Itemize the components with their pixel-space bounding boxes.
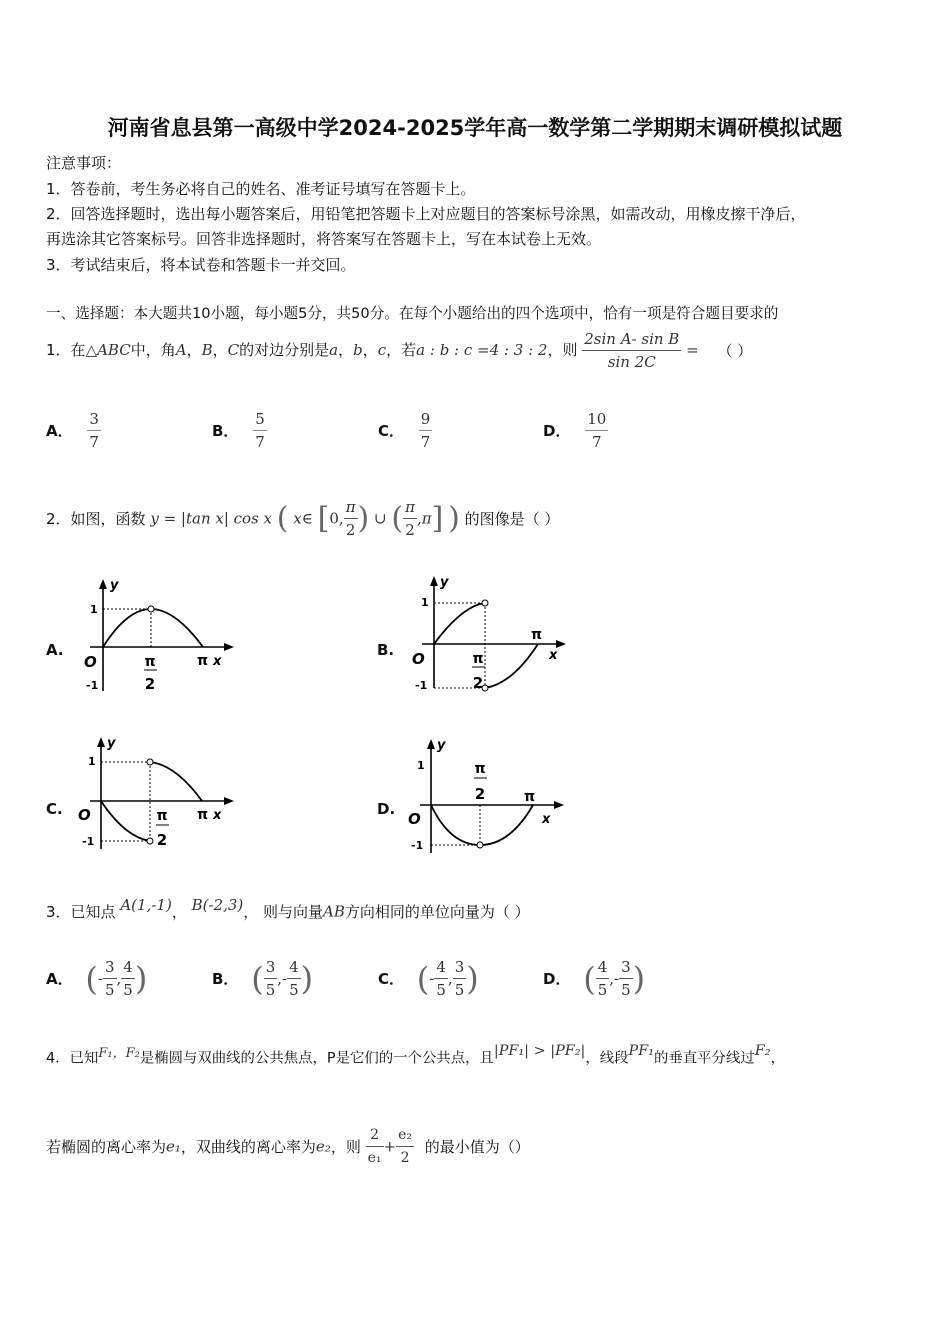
- origin-label: O: [84, 653, 97, 671]
- q1-option-d[interactable]: D． $\frac{10}{7}$: [543, 410, 607, 451]
- pi-label: π: [524, 789, 536, 805]
- graph-a: [70, 575, 250, 700]
- tick-1: 1: [88, 755, 96, 768]
- q2-option-d-label[interactable]: D.: [377, 800, 396, 818]
- q3-option-a[interactable]: A． (- $\frac{3}{5}$ , $\frac{4}{5}$ ): [46, 958, 148, 999]
- question-1: 1．在△ABC中，角A，B，C的对边分别是a，b，c，若a : b : c =4 : 3 : 2，则 $\frac{\text{2sin A- sin B}}{\sin 2C}$ = （ ）: [46, 329, 753, 371]
- y-label: y: [440, 575, 449, 590]
- curve: [101, 801, 150, 841]
- open-point: [148, 606, 154, 612]
- origin-label: O: [412, 650, 425, 668]
- y-label: y: [107, 736, 116, 751]
- x-axis-arrow: [554, 801, 564, 809]
- tick-neg1: -1: [86, 679, 99, 692]
- origin-label: O: [408, 810, 421, 828]
- notice-item: 3．考试结束后，将本试卷和答题卡一并交回。: [46, 256, 356, 274]
- open-point: [477, 842, 483, 848]
- question-3: 3．已知点 A(1,-1)， B(-2,3)， 则与向量AB方向相同的单位向量为（ ）: [46, 896, 530, 921]
- curve: [434, 603, 485, 644]
- pi-half-num: π: [144, 654, 156, 670]
- x-axis-arrow: [556, 640, 566, 648]
- open-point: [482, 600, 488, 606]
- pi-label: π: [197, 807, 209, 823]
- pi-half-den: 2: [144, 675, 156, 693]
- y-axis-arrow: [427, 739, 435, 749]
- pi-label: π: [531, 627, 543, 643]
- question-number: 1．: [46, 341, 71, 359]
- x-label: x: [542, 812, 551, 827]
- q2-option-b-label[interactable]: B.: [377, 641, 395, 659]
- x-label: x: [213, 808, 222, 823]
- notice-item: 再选涂其它答案标号。回答非选择题时，将答案写在答题卡上，写在本试卷上无效。: [46, 230, 602, 248]
- open-point: [147, 838, 153, 844]
- q2-option-a-label[interactable]: A.: [46, 641, 64, 659]
- notice-heading: 注意事项：: [46, 154, 122, 172]
- tick-1: 1: [90, 603, 98, 616]
- q3-option-b[interactable]: B． ( $\frac{3}{5}$ ,- $\frac{4}{5}$ ): [212, 958, 314, 999]
- x-label: x: [549, 648, 558, 663]
- y-label: y: [110, 578, 119, 593]
- pi-half-den: 2: [472, 674, 484, 692]
- x-axis-arrow: [224, 797, 234, 805]
- q3-option-d[interactable]: D． ( $\frac{4}{5}$ ,- $\frac{3}{5}$ ): [543, 958, 646, 999]
- curve: [431, 805, 533, 845]
- pi-half-num: π: [472, 651, 484, 667]
- y-axis-arrow: [99, 579, 107, 589]
- notice-item: 2．回答选择题时，选出每小题答案后，用铅笔把答题卡上对应题目的答案标号涂黑，如需改动，用橡皮擦干净后，: [46, 205, 806, 223]
- y-axis-arrow: [430, 576, 438, 586]
- y-label: y: [437, 738, 446, 753]
- curve: [485, 644, 538, 688]
- curve: [150, 762, 202, 801]
- tick-1: 1: [421, 596, 429, 609]
- q1-option-a[interactable]: A． $\frac{3}{7}$: [46, 410, 99, 451]
- q2-option-c-label[interactable]: C.: [46, 800, 63, 818]
- tick-1: 1: [417, 759, 425, 772]
- q1-option-b[interactable]: B． $\frac{5}{7}$: [212, 410, 265, 451]
- q1-expression: $\frac{\text{2sin A- sin B}}{\sin 2C}$: [584, 329, 680, 371]
- q3-option-c[interactable]: C． (- $\frac{4}{5}$ , $\frac{3}{5}$ ): [378, 958, 479, 999]
- page-title: 河南省息县第一高级中学2024-2025学年高一数学第二学期期末调研模拟试题: [107, 116, 843, 140]
- question-4: 4．已知F₁，F₂是椭圆与双曲线的公共焦点，P是它们的一个公共点，且|PF₁| > |PF₂|，线段PF₁的垂直平分线过F₂，: [46, 1043, 785, 1067]
- open-point: [147, 759, 153, 765]
- question-number: 3．: [46, 903, 71, 921]
- x-label: x: [213, 654, 222, 669]
- graph-c: [70, 733, 250, 858]
- question-number: 2．: [46, 510, 71, 528]
- notice-item: 1．答卷前，考生务必将自己的姓名、准考证号填写在答题卡上。: [46, 180, 476, 198]
- pi-half-den: 2: [156, 831, 168, 849]
- graph-d: [400, 735, 580, 860]
- pi-half-num: π: [156, 808, 168, 824]
- question-number: 4．: [46, 1050, 70, 1067]
- question-2: 2．如图，函数 y = |tan x| cos x ( x∈ [0, $\frac{\pi}{2}$ ) ∪ ( $\frac{\pi}{2}$ ,π] ) 的图像是（ ）: [46, 498, 560, 539]
- y-axis-arrow: [97, 737, 105, 747]
- x-axis-arrow: [224, 643, 234, 651]
- tick-neg1: -1: [82, 835, 95, 848]
- pi-label: π: [197, 653, 209, 669]
- origin-label: O: [78, 806, 91, 824]
- tick-neg1: -1: [411, 839, 424, 852]
- curve: [103, 609, 203, 647]
- question-4-line-2: 若椭圆的离心率为e₁，双曲线的离心率为e₂，则 $\frac{2}{\text{e₁}}$ + $\frac{\text{e₂}}{2}$ 的最小值为（）: [46, 1124, 530, 1169]
- section-heading: 一、选择题：本大题共10小题，每小题5分，共50分。在每个小题给出的四个选项中，恰有一项是符合题目要求的: [46, 305, 779, 322]
- pi-half-den: 2: [474, 785, 486, 803]
- q1-option-c[interactable]: C． $\frac{9}{7}$: [378, 410, 431, 451]
- graph-b: [402, 572, 582, 697]
- tick-neg1: -1: [415, 679, 428, 692]
- pi-half-num: π: [474, 761, 486, 777]
